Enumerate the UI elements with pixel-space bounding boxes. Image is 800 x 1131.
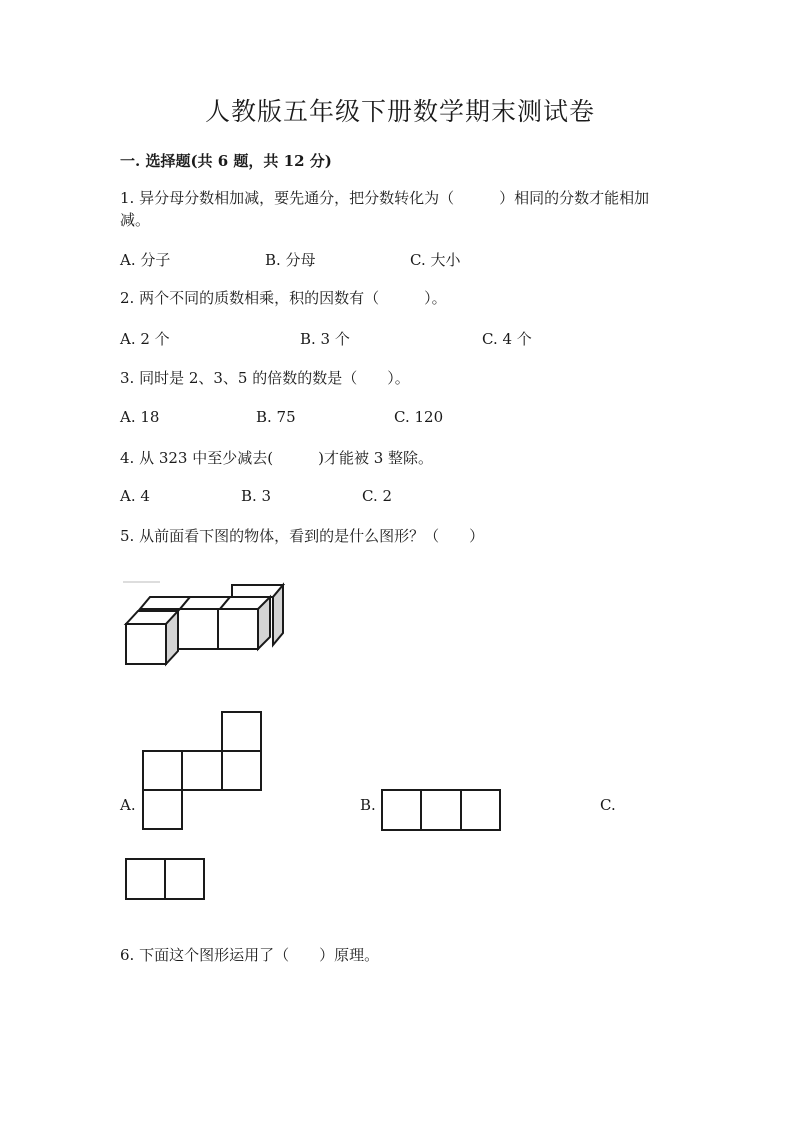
question-5: 5. 从前面看下图的物体，看到的是什么图形？（ ） xyxy=(120,527,485,545)
question-2: 2. 两个不同的质数相乘，积的因数有（ ）。 xyxy=(120,289,447,307)
q2-option-a: A. 2 个 xyxy=(120,330,170,348)
q1-option-c: C. 大小 xyxy=(410,251,461,269)
q5-option-a: A. xyxy=(120,796,136,814)
section-heading-choice: 一. 选择题(共 6 题，共 12 分) xyxy=(120,152,332,170)
q5-option-c: C. xyxy=(600,796,616,814)
question-3: 3. 同时是 2、3、5 的倍数的数是（ ）。 xyxy=(120,369,410,387)
q1-option-a: A. 分子 xyxy=(120,251,171,269)
q3-option-c: C. 120 xyxy=(394,408,444,426)
q4-option-c: C. 2 xyxy=(362,487,393,505)
q3-option-b: B. 75 xyxy=(256,408,296,426)
question-1-line2: 减。 xyxy=(120,211,151,229)
question-4: 4. 从 323 中至少减去( )才能被 3 整除。 xyxy=(120,449,434,467)
question-1-line1: 1. 异分母分数相加减，要先通分，把分数转化为（ ）相同的分数才能相加 xyxy=(120,189,650,207)
q2-option-c: C. 4 个 xyxy=(482,330,532,348)
q1-option-b: B. 分母 xyxy=(265,251,316,269)
q3-option-a: A. 18 xyxy=(120,408,160,426)
q4-option-a: A. 4 xyxy=(120,487,150,505)
q5-option-b: B. xyxy=(360,796,376,814)
question-6: 6. 下面这个图形运用了（ ）原理。 xyxy=(120,946,380,964)
q2-option-b: B. 3 个 xyxy=(300,330,350,348)
page-title: 人教版五年级下册数学期末测试卷 xyxy=(204,97,595,126)
q4-option-b: B. 3 xyxy=(241,487,272,505)
